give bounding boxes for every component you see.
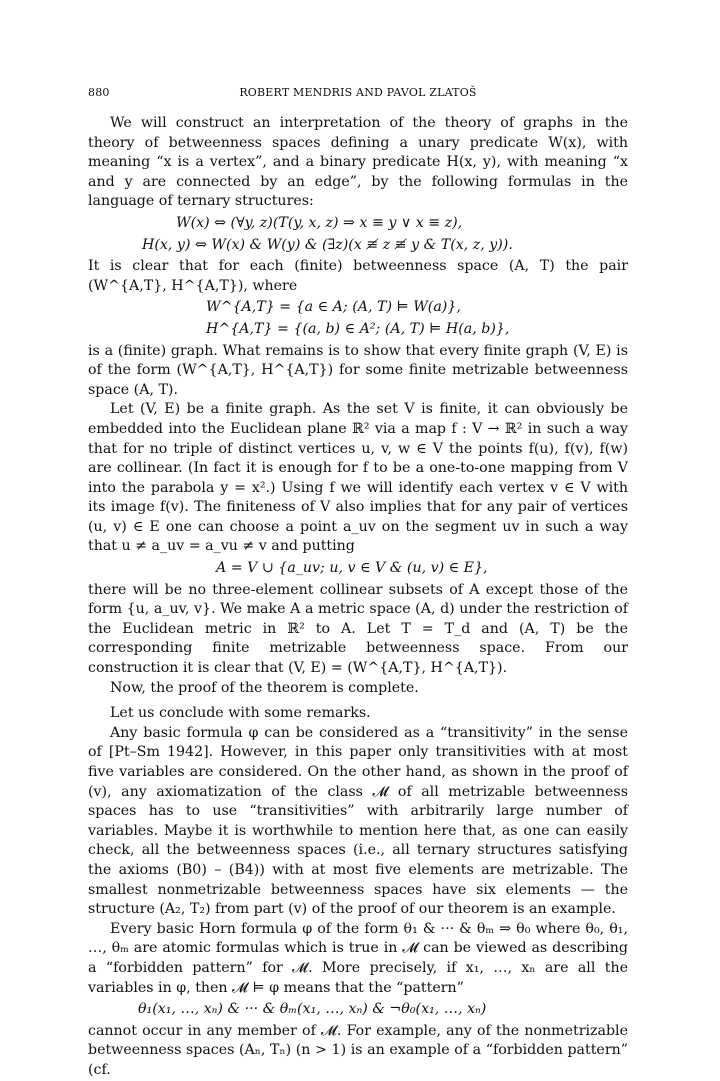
paragraph-7: Let us conclude with some remarks. [110, 705, 371, 722]
formula-w-definition: W(x) ⇔ (∀y, z)(T(y, x, z) ⇒ x ≡ y ∨ x ≡ z), [176, 214, 463, 231]
formula-w-at: W^{A,T} = {a ∈ A; (A, T) ⊨ W(a)}, [206, 299, 461, 316]
paragraph-6: Now, the proof of the theorem is complete. [110, 679, 419, 696]
formula-pattern: θ₁(x₁, …, xₙ) & ··· & θₘ(x₁, …, xₙ) & ¬θ₀(x₁, …, xₙ) [138, 1001, 487, 1018]
body-text [88, 114, 628, 1081]
paragraph-2: It is clear that for each (finite) betweenness space (A, T) the pair (W^{A,T}, H^{A,T}), where [88, 258, 628, 294]
paragraph-4: Let (V, E) be a finite graph. As the set V is finite, it can obviously be embedded into the Euclidean plane ℝ² via a map f : V → ℝ² in such a way that for no triple of distinct vertices u, v, w ∈ V the points f(u), f(v), f(w) are collinear. (In fact it is enough for f to be a one-to-one mapping from V into the parabola y = x².) Using f we will identify each vertex v ∈ V with its image f(v). The finiteness of V also implies that for any pair of vertices (u, v) ∈ E one can choose a point a_uv on the segment uv in such a way that u ≠ a_uv = a_vu ≠ v and putting [88, 401, 628, 555]
formula-h-at: H^{A,T} = {(a, b) ∈ A²; (A, T) ⊨ H(a, b)}, [206, 320, 510, 337]
paragraph-10: cannot occur in any member of 𝓜. For example, any of the nonmetrizable betweenness spaces (Aₙ, Tₙ) (n > 1) is an example of a “forbidden pattern” (cf. [88, 1022, 628, 1078]
paragraph-9: Every basic Horn formula φ of the form θ₁ & ··· & θₘ ⇒ θ₀ where θ₀, θ₁, …, θₘ are atomic formulas which is true in 𝓜 can be viewed as describing a “forbidden pattern” for 𝓜. More precisely, if x₁, …, xₙ are all the variables in φ, then 𝓜 ⊨ φ means that the “pattern” [88, 920, 628, 996]
page-number: 880 [88, 86, 110, 99]
paragraph-5: there will be no three-element collinear subsets of A except those of the form {u, a_uv, v}. We make A a metric space (A, d) under the restriction of the Euclidean metric in ℝ² to A. Let T = T_d and (A, T) be the corresponding finite metrizable betweenness space. From our construction it is clear that (V, E) = (W^{A,T}, H^{A,T}). [88, 581, 628, 677]
formula-a-set: A = V ∪ {a_uv; u, v ∈ V & (u, v) ∈ E}, [216, 560, 488, 577]
running-title: ROBERT MENDRIS AND PAVOL ZLATOŠ [239, 86, 477, 99]
paragraph-1: We will construct an interpretation of the theory of graphs in the theory of betweenness spaces defining a unary predicate W(x), with meaning “x is a vertex”, and a binary predicate H(x, y), with meaning “x and y are connected by an edge”, by the following formulas in the language of ternary structures: [88, 115, 628, 210]
paragraph-8: Any basic formula φ can be considered as a “transitivity” in the sense of [Pt–Sm 1942]. However, in this paper only transitivities with at most five variables are considered. On the other hand, as shown in the proof of (v), any axiomatization of the class 𝓜 of all metrizable betweenness spaces has to use “transitivities” with arbitrarily large number of variables. Maybe it is worthwhile to mention here that, as one can easily check, all the betweenness spaces (i.e., all ternary structures satisfying the axioms (B0) – (B4)) with at most five elements are metrizable. The smallest nonmetrizable betweenness spaces have six elements — the structure (A₂, T₂) from part (v) of the proof of our theorem is an example. [88, 724, 628, 918]
paragraph-3: is a (finite) graph. What remains is to show that every finite graph (V, E) is of the form (W^{A,T}, H^{A,T}) for some finite metrizable betweenness space (A, T). [88, 342, 628, 398]
formula-h-definition: H(x, y) ⇔ W(x) & W(y) & (∃z)(x ≢ z ≢ y & T(x, z, y)). [142, 236, 513, 253]
